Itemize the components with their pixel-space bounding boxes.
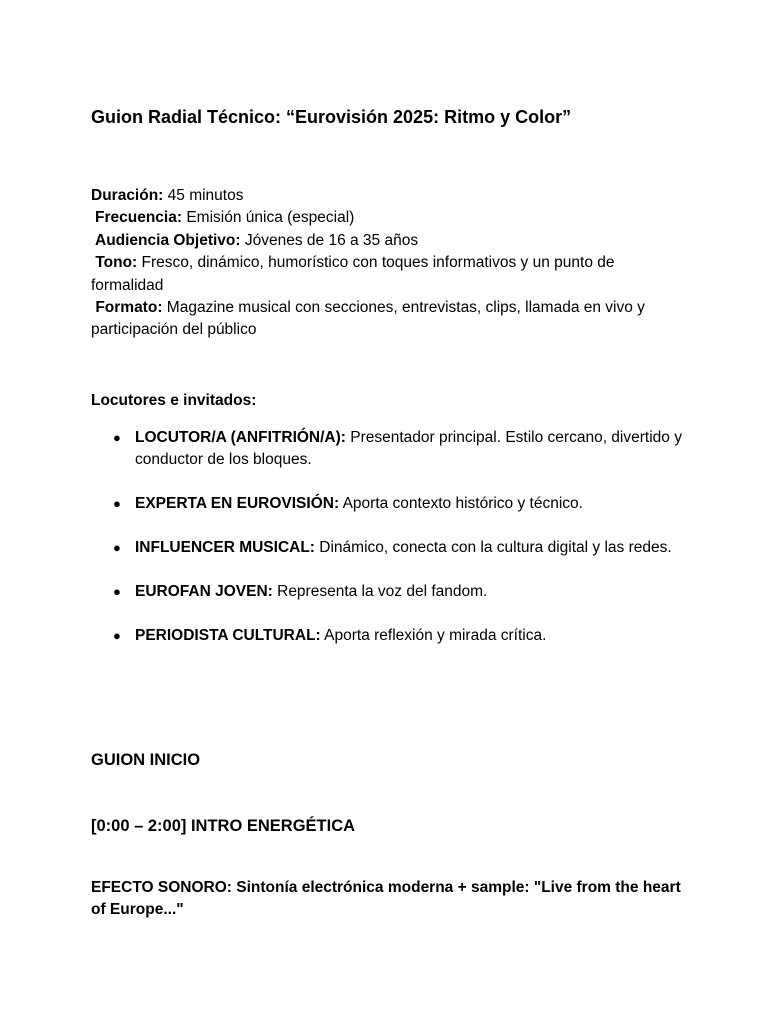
person-role: LOCUTOR/A (ANFITRIÓN/A): xyxy=(135,429,346,446)
person-description: Aporta reflexión y mirada crítica. xyxy=(320,627,547,645)
detail-audiencia-label: Audiencia Objetivo: xyxy=(95,231,241,249)
people-list xyxy=(91,427,691,669)
person-role: EXPERTA EN EUROVISIÓN: xyxy=(135,495,340,513)
detail-formato-value: Magazine musical con secciones, entrevistas, clips, llamada en vivo y participación del público xyxy=(91,299,645,339)
bullet-icon: ● xyxy=(113,628,121,644)
document-title: Guion Radial Técnico: “Eurovisión 2025: Ritmo y Color” xyxy=(91,107,572,127)
detail-formato xyxy=(91,297,691,342)
person-description: Aporta contexto histórico y técnico. xyxy=(339,495,583,513)
sound-effect-line: EFECTO SONORO: Sintonía electrónica moderna + sample: "Live from the heart of Europe..." xyxy=(91,879,681,919)
bullet-icon: ● xyxy=(113,430,121,445)
detail-frecuencia-label: Frecuencia: xyxy=(95,209,183,227)
list-item xyxy=(91,537,691,559)
detail-formato-label: Formato: xyxy=(95,299,163,317)
detail-frecuencia-value: Emisión única (especial) xyxy=(182,209,355,227)
detail-duracion-value: 45 minutos xyxy=(163,187,244,204)
list-item xyxy=(91,625,691,647)
detail-frecuencia xyxy=(91,207,691,229)
person-role: EUROFAN JOVEN: xyxy=(135,583,273,601)
bullet-icon: ● xyxy=(113,496,121,512)
intro-heading: [0:00 – 2:00] INTRO ENERGÉTICA xyxy=(91,817,356,835)
person-role: PERIODISTA CULTURAL: xyxy=(135,627,321,645)
list-item xyxy=(91,581,691,603)
detail-audiencia xyxy=(91,230,691,252)
detail-duracion xyxy=(91,185,691,207)
person-description: Presentador principal. Estilo cercano, divertido y conductor de los bloques. xyxy=(135,429,682,469)
detail-tono-label: Tono: xyxy=(95,254,138,272)
program-details xyxy=(91,185,691,342)
list-item xyxy=(91,493,691,515)
bullet-icon: ● xyxy=(113,540,121,556)
guion-inicio-heading: GUION INICIO xyxy=(91,751,201,769)
person-description: Dinámico, conecta con la cultura digital y las redes. xyxy=(314,539,672,557)
detail-tono-value: Fresco, dinámico, humorístico con toques informativos y un punto de formalidad xyxy=(91,254,615,294)
bullet-icon: ● xyxy=(113,584,121,600)
detail-audiencia-value: Jóvenes de 16 a 35 años xyxy=(240,231,419,249)
list-item xyxy=(91,427,691,472)
people-heading: Locutores e invitados: xyxy=(91,392,257,409)
detail-duracion-label: Duración: xyxy=(91,187,164,204)
detail-tono xyxy=(91,252,691,297)
person-role: INFLUENCER MUSICAL: xyxy=(135,539,315,557)
person-description: Representa la voz del fandom. xyxy=(272,583,488,601)
